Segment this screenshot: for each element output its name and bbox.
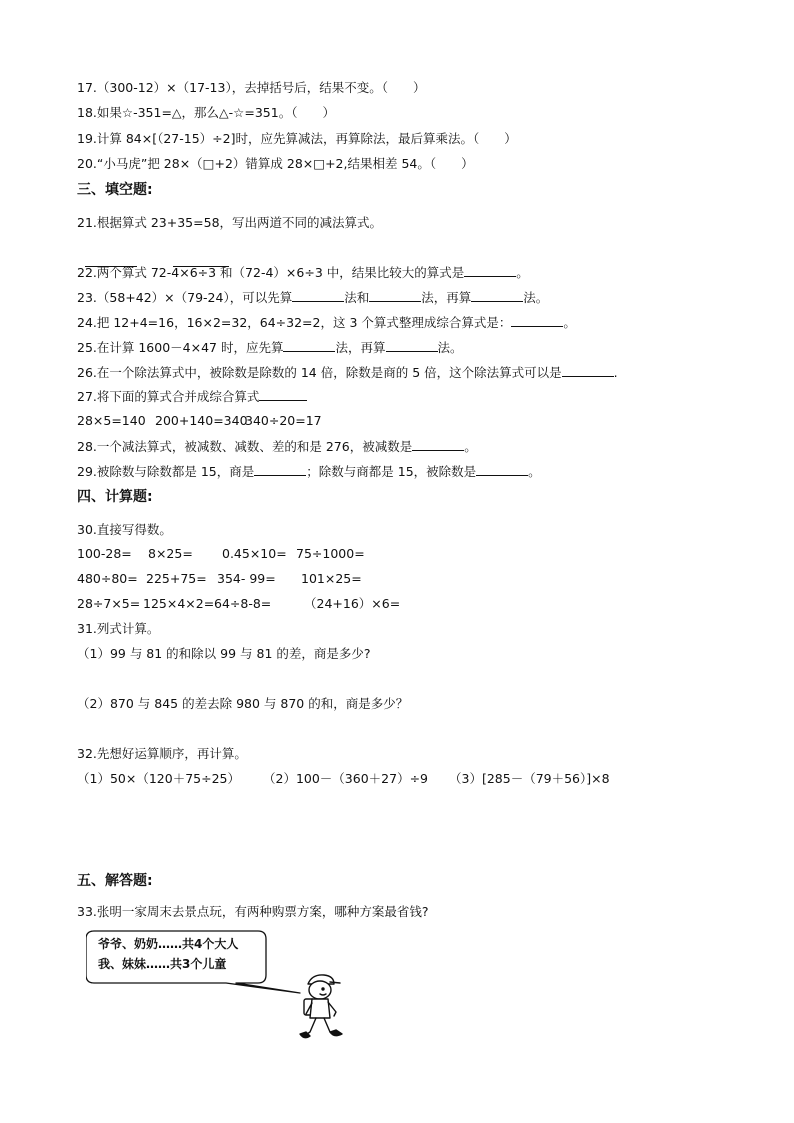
- question-32: 32.先想好运算顺序，再计算。: [77, 746, 247, 761]
- section-heading-fill-in: 三、填空题:: [77, 182, 153, 198]
- section-heading-word-problems: 五、解答题:: [77, 873, 153, 889]
- question-25: 25.在计算 1600－4×47 时，应先算 法，再算 法。: [77, 340, 463, 355]
- question-28: 28.一个减法算式，被减数、减数、差的和是 276，被减数是 。: [77, 439, 477, 454]
- calc-row: 28÷7×5= 125×4×2=64÷8-8= （24+16）×6=: [77, 596, 401, 611]
- question-26: 26.在一个除法算式中，被除数是除数的 14 倍，除数是商的 5 倍，这个除法算式可以是 .: [77, 365, 618, 380]
- question-29: 29.被除数与除数都是 15，商是 ；除数与商都是 15，被除数是 。: [77, 464, 541, 479]
- question-31-part-2: （2）870 与 845 的差去除 980 与 870 的和，商是多少？: [77, 696, 409, 711]
- bubble-line-2: 我、妹妹……共3个儿童: [98, 957, 227, 971]
- question-32-parts: （1）50×（120＋75÷25） （2）100－（360＋27）÷9 （3）[285－（79＋56）]×8: [77, 771, 610, 786]
- question-33: 33.张明一家周末去景点玩，有两种购票方案，哪种方案最省钱?: [77, 904, 429, 919]
- answer-blank[interactable]: [562, 364, 614, 377]
- answer-blank[interactable]: [476, 463, 528, 476]
- question-19: 19.计算 84×[（27-15）÷2]时，应先算减法，再算除法，最后算乘法。（ ）: [77, 131, 517, 146]
- question-17: 17.（300-12）×（17-13），去掉括号后，结果不变。（ ）: [77, 80, 426, 95]
- calc-row: 100-28= 8×25= 0.45×10= 75÷1000=: [77, 546, 365, 561]
- answer-blank[interactable]: [283, 339, 335, 352]
- answer-blank[interactable]: [292, 289, 344, 302]
- answer-blank[interactable]: [259, 388, 307, 401]
- section-heading-calculation: 四、计算题:: [77, 489, 153, 505]
- answer-blank[interactable]: [464, 264, 516, 277]
- answer-blank[interactable]: [511, 314, 563, 327]
- question-23: 23.（58+42）×（79-24），可以先算 法和 法，再算 法。: [77, 290, 549, 305]
- question-27-equations: 28×5=140 200+140=340340÷20=17: [77, 413, 322, 428]
- bubble-line-1: 爷爷、奶奶……共4个大人: [98, 937, 239, 951]
- answer-blank[interactable]: [369, 289, 421, 302]
- answer-blank[interactable]: [471, 289, 523, 302]
- question-30: 30.直接写得数。: [77, 522, 172, 537]
- question-21: 21.根据算式 23+35=58，写出两道不同的减法算式。: [77, 215, 383, 230]
- answer-blank[interactable]: [386, 339, 438, 352]
- question-31-part-1: （1）99 与 81 的和除以 99 与 81 的差，商是多少?: [77, 646, 371, 661]
- question-31: 31.列式计算。: [77, 621, 160, 636]
- answer-blank[interactable]: [412, 438, 464, 451]
- question-18: 18.如果☆-351=△，那么△-☆=351。（ ）: [77, 105, 335, 120]
- question-27: 27.将下面的算式合并成综合算式: [77, 388, 307, 405]
- calc-row: 480÷80= 225+75= 354- 99= 101×25=: [77, 571, 362, 586]
- question-22: 22.两个算式 72-4×6÷3 和（72-4）×6÷3 中，结果比较大的算式是 。: [77, 265, 529, 280]
- cartoon-boy-illustration: [290, 970, 350, 1050]
- question-24: 24.把 12+4=16，16×2=32，64÷32=2，这 3 个算式整理成综合算式是： 。: [77, 315, 576, 330]
- question-20: 20.“小马虎”把 28×（□+2）错算成 28×□+2,结果相差 54。（ ）: [77, 156, 474, 171]
- answer-blank[interactable]: [254, 463, 306, 476]
